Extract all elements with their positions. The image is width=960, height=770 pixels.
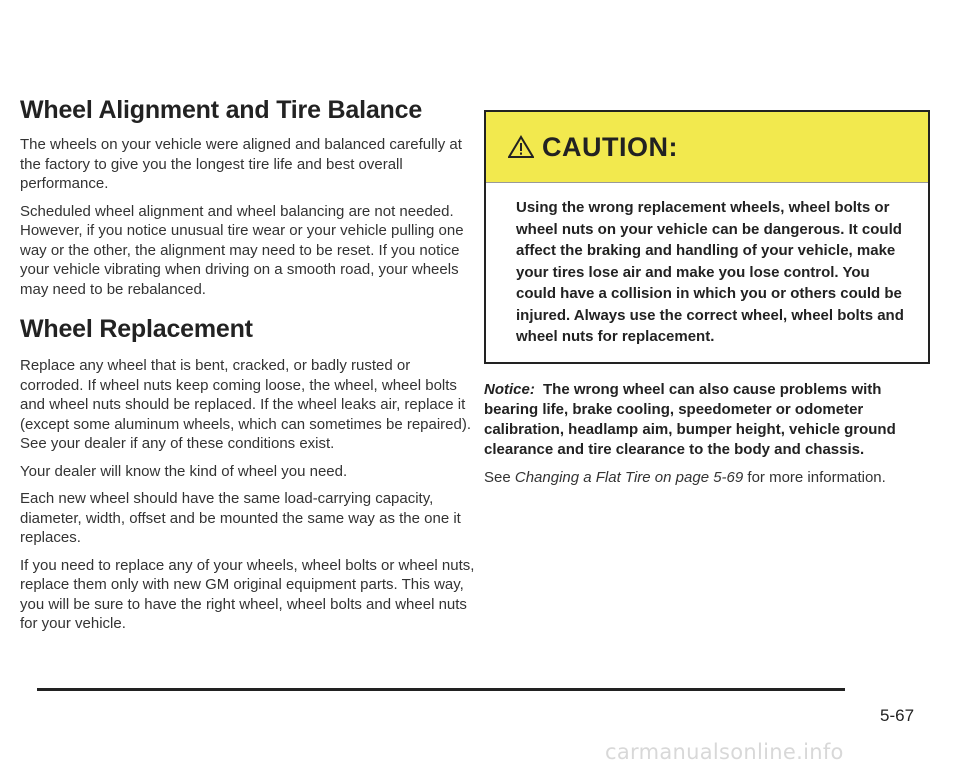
- section-title-wheel-alignment: Wheel Alignment and Tire Balance: [20, 96, 423, 124]
- notice-label: Notice:: [484, 380, 535, 398]
- paragraph-gm-parts: If you need to replace any of your wheels, wheel bolts or wheel nuts, replace them only with new GM original equipment parts. This way, you will be sure to have the right wheel, wheel bolts and wheel nuts for your vehicle.: [20, 556, 475, 632]
- watermark-text: carmanualsonline.info: [605, 740, 844, 764]
- page-number: 5-67: [880, 706, 915, 725]
- caution-label: CAUTION:: [542, 131, 678, 162]
- paragraph-alignment-intro: The wheels on your vehicle were aligned and balanced carefully at the factory to give you the longest tire life and best overall performance.: [20, 136, 462, 192]
- see-reference-paragraph: [484, 468, 930, 488]
- paragraph-dealer-knows: Your dealer will know the kind of wheel you need.: [20, 462, 348, 480]
- caution-box: [484, 110, 930, 364]
- caution-text: Using the wrong replacement wheels, wheel bolts or wheel nuts on your vehicle can be dangerous. It could affect the braking and handling of your vehicle, make your tires lose air and make you lose control. You could have a collision in which you or others could be injured. Always use the correct wheel, wheel bolts and wheel nuts for replacement.: [516, 199, 904, 345]
- paragraph-replace-conditions: Replace any wheel that is bent, cracked, or badly rusted or corroded. If wheel nuts keep coming loose, the wheel, wheel bolts and wheel nuts should be replaced. If the wheel leaks air, replace it (except some aluminum wheels, which can sometimes be repaired). See your dealer if any of these conditions exist.: [20, 357, 472, 452]
- see-suffix: for more information.: [747, 468, 886, 486]
- right-column: [484, 110, 930, 487]
- footer-divider: [37, 688, 845, 691]
- notice-paragraph: [484, 380, 930, 460]
- paragraph-alignment-schedule: Scheduled wheel alignment and wheel balancing are not needed. However, if you notice unusual tire wear or your vehicle pulling one way or the other, the alignment may need to be reset. If you notice your vehicle vibrating when driving on a smooth road, your wheels may need to be rebalanced.: [20, 202, 464, 298]
- caution-header: [486, 112, 928, 183]
- notice-text: The wrong wheel can also cause problems with bearing life, brake cooling, speedometer or odometer calibration, headlamp aim, bumper height, vehicle ground clearance and tire clearance to the body and chassis.: [484, 380, 896, 458]
- cross-reference-link[interactable]: Changing a Flat Tire on page 5-69: [514, 468, 744, 486]
- paragraph-new-wheel-specs: Each new wheel should have the same load-carrying capacity, diameter, width, offset and be mounted the same way as the one it replaces.: [20, 490, 461, 546]
- warning-triangle-icon: [508, 135, 534, 159]
- see-prefix: See: [484, 468, 511, 486]
- left-column: [20, 96, 475, 642]
- section-title-wheel-replacement: Wheel Replacement: [20, 315, 253, 343]
